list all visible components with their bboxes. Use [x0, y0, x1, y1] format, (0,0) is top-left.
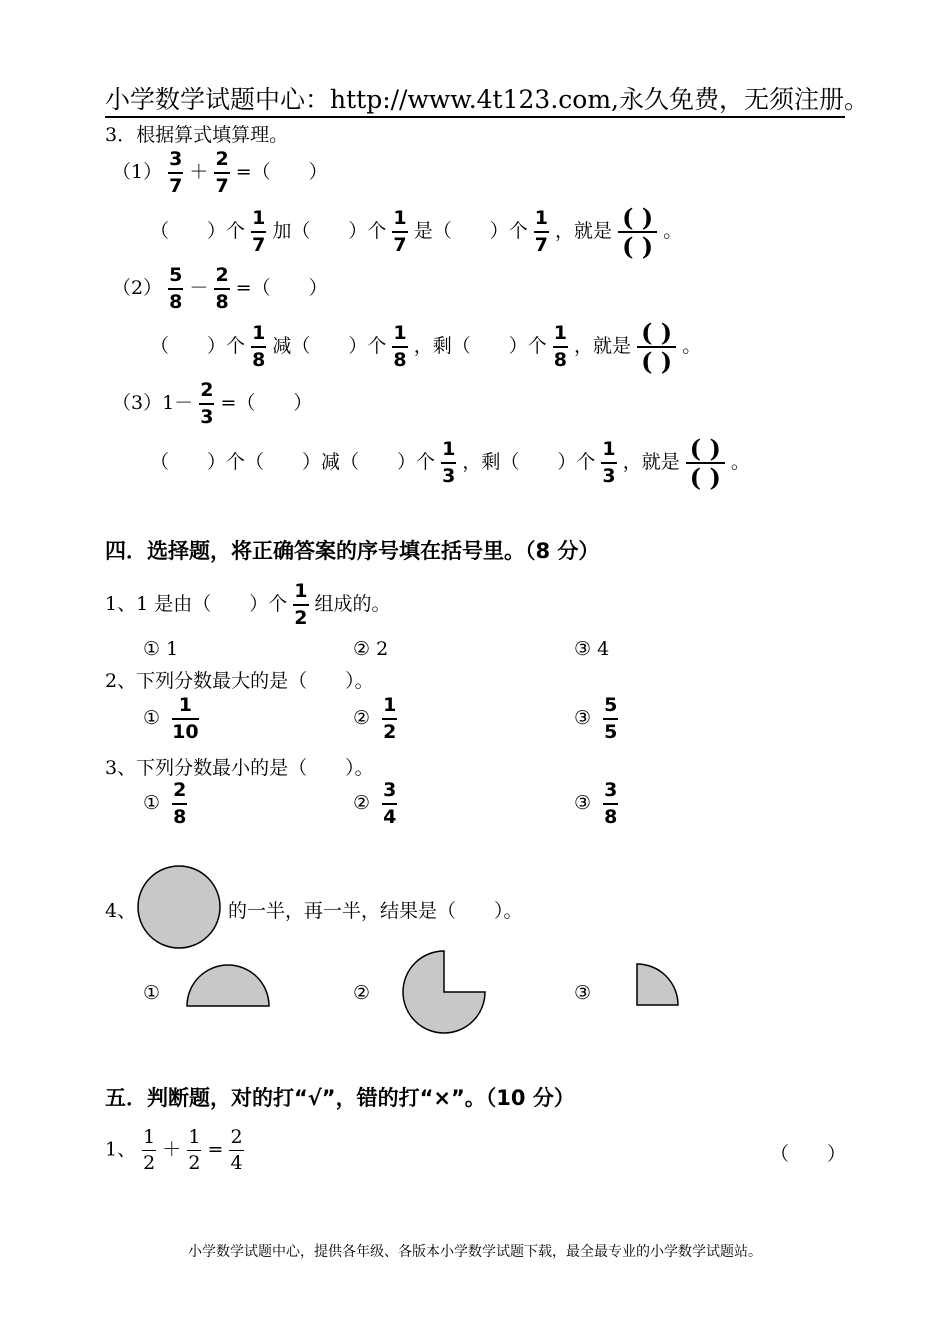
page-footer: 小学数学试题中心，提供各年级、各版本小学数学试题下载，最全最专业的小学数学试题站。 [188, 1244, 762, 1260]
sec4-q3-option-3[interactable]: ③ $\frac{3}{8}$ [574, 779, 618, 828]
section-5-title: 五．判断题，对的打“√”，错的打“×”。（10 分） [105, 1086, 575, 1110]
page-header: 小学数学试题中心：http://www.4t123.com,永久免费，无须注册。 [105, 85, 869, 114]
sec4-q4-option-1-mark[interactable]: ① [143, 982, 161, 1004]
q3-part2-reasoning: （ ）个 $\frac{1}{8}$ 减（ ）个 $\frac{1}{8}$ ，剩（ ）个 $\frac{1}{8}$ ，就是 ( ) ( ) 。 [150, 318, 702, 377]
sec4-q4-option-3-mark[interactable]: ③ [574, 982, 592, 1004]
sec5-q1: 1、 $\frac{1}{2}$ ＋ $\frac{1}{2}$ = $\frac{2}{4}$ [105, 1126, 243, 1174]
fraction: $\frac{1}{3}$ [442, 438, 456, 488]
fraction: $\frac{1}{2}$ [143, 1126, 156, 1174]
sec4-q1-option-2[interactable]: ② 2 [353, 638, 389, 660]
fraction: $\frac{1}{2}$ [383, 694, 397, 743]
q3-part3-equation: （3）1－ $\frac{2}{3}$ =（ ） [112, 379, 313, 428]
sec4-q2-option-1[interactable]: ① $\frac{1}{10}$ [143, 694, 199, 743]
sec4-q3-option-2[interactable]: ② $\frac{3}{4}$ [353, 779, 397, 828]
fraction: $\frac{1}{8}$ [553, 322, 567, 372]
fraction: $\frac{3}{4}$ [383, 779, 397, 828]
header-rule [105, 116, 845, 118]
fraction: $\frac{2}{4}$ [230, 1126, 243, 1174]
sec4-q2: 2、下列分数最大的是（ ）。 [105, 670, 374, 692]
q3-part1-reasoning: （ ）个 $\frac{1}{7}$ 加（ ）个 $\frac{1}{7}$ 是（ ）个 $\frac{1}{7}$ ，就是 ( ) ( ) 。 [150, 203, 683, 262]
fraction: $\frac{5}{8}$ [169, 264, 183, 313]
fraction: $\frac{1}{8}$ [393, 322, 407, 372]
fraction: $\frac{1}{7}$ [534, 207, 548, 257]
fraction: $\frac{1}{3}$ [602, 438, 616, 488]
q3-title: 3．根据算式填算理。 [105, 124, 289, 146]
q3-part3-reasoning: （ ）个（ ）减（ ）个 $\frac{1}{3}$ ，剩（ ）个 $\frac{1}{3}$ ，就是 ( ) ( ) 。 [150, 434, 750, 493]
fraction: $\frac{1}{7}$ [252, 207, 266, 257]
sec4-q2-option-2[interactable]: ② $\frac{1}{2}$ [353, 694, 397, 743]
fraction: $\frac{1}{2}$ [294, 580, 308, 629]
fraction: $\frac{2}{7}$ [215, 148, 229, 197]
sec4-q4-prefix: 4、 [105, 900, 137, 922]
blank-fraction[interactable]: ( ) ( ) [637, 320, 676, 374]
fraction: $\frac{5}{5}$ [604, 694, 618, 743]
blank-fraction[interactable]: ( ) ( ) [618, 205, 657, 259]
sec4-q1-option-3[interactable]: ③ 4 [574, 638, 610, 660]
sec4-q2-option-3[interactable]: ③ $\frac{5}{5}$ [574, 694, 618, 743]
fraction: $\frac{2}{8}$ [215, 264, 229, 313]
half-circle-shape[interactable] [182, 960, 274, 1010]
sec4-q3: 3、下列分数最小的是（ ）。 [105, 757, 374, 779]
blank-fraction[interactable]: ( ) ( ) [686, 436, 725, 490]
fraction: $\frac{3}{7}$ [169, 148, 183, 197]
sec5-q1-answer-blank[interactable]: （ ） [770, 1143, 847, 1165]
q3-part1-equation: （1） $\frac{3}{7}$ ＋ $\frac{2}{7}$ =（ ） [112, 148, 328, 197]
fraction: $\frac{1}{7}$ [393, 207, 407, 257]
sec4-q1: 1、1 是由（ ）个 $\frac{1}{2}$ 组成的。 [105, 580, 391, 629]
three-quarter-circle-shape[interactable] [397, 945, 492, 1040]
sec4-q4-text: 的一半，再一半，结果是（ ）。 [228, 900, 523, 922]
sec4-q1-option-1[interactable]: ① 1 [143, 638, 179, 660]
fraction: $\frac{2}{8}$ [173, 779, 187, 828]
quarter-circle-shape[interactable] [633, 960, 685, 1010]
section-4-title: 四．选择题，将正确答案的序号填在括号里。（8 分） [105, 539, 600, 563]
fraction: $\frac{1}{8}$ [252, 322, 266, 372]
sec4-q4-option-2-mark[interactable]: ② [353, 982, 371, 1004]
fraction: $\frac{3}{8}$ [604, 779, 618, 828]
fraction: $\frac{1}{10}$ [172, 694, 199, 743]
full-circle-shape [134, 862, 224, 952]
fraction: $\frac{2}{3}$ [200, 379, 214, 428]
fraction: $\frac{1}{2}$ [188, 1126, 201, 1174]
q3-part2-equation: （2） $\frac{5}{8}$ － $\frac{2}{8}$ =（ ） [112, 264, 328, 313]
sec4-q3-option-1[interactable]: ① $\frac{2}{8}$ [143, 779, 187, 828]
